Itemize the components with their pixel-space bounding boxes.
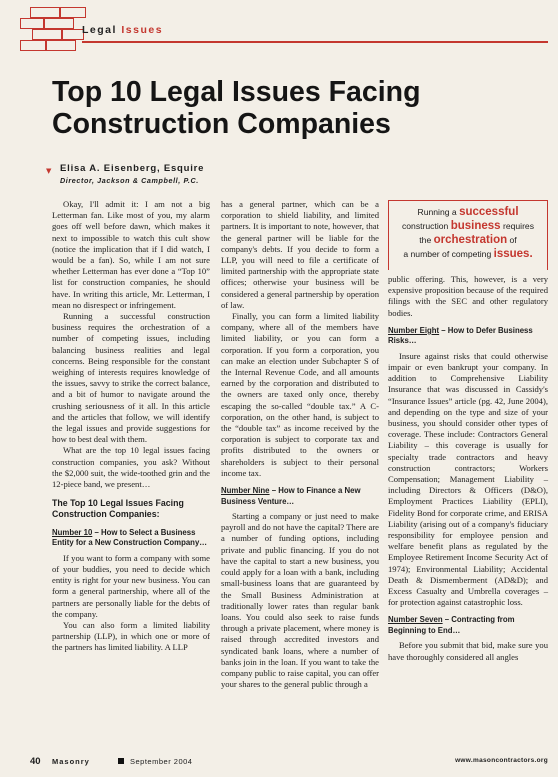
pull-quote-emphasis: business [450, 220, 501, 232]
pull-quote-line [389, 233, 547, 247]
subheading-text: – How to Finance a New Business Venture… [221, 486, 361, 506]
author-title: Director, Jackson & Campbell, P.C. [60, 176, 199, 185]
subheading-number-10 [52, 528, 210, 549]
subheading-number: Number Seven [388, 615, 443, 625]
column-1 [52, 199, 210, 654]
section-label-suffix: Issues [121, 24, 164, 36]
section-label-prefix: Legal [82, 24, 117, 36]
subheading-text: – How to Defer Business Risks… [388, 325, 533, 346]
subheading-number-nine [221, 486, 379, 507]
subheading-text: – How to Select a Business Entity for a New Construction Company… [52, 527, 208, 548]
article-title-line2: Construction Companies [52, 108, 391, 140]
column-3 [388, 274, 548, 663]
paragraph: Running a successful construction business requires the orchestration of a number of competing issues, including balancing business realities and legal concerns. Being responsible for the constant weighing of interests requires knowledge of the issues, savvy to strike the correct balance, and a bit of humor to navigate around the crushing seriousness of it all. In this article and the articles that follow, we will identify the legal issues and provide suggestions for how to best deal with them. [52, 311, 210, 445]
pull-quote-line [389, 247, 547, 261]
paragraph: Starting a company or just need to make payroll and do not have the capital? There are a number of funding options, including private and public financing. If you do not have the capital to start a new business, you could apply for a loan with a bank, including small-business loans that are guaranteed by the Small Business Administration at traditionally lower rates than regular bank loans. You could also seek to raise funds through a private placement, where money is raised through accredited investors and syndicated bank loans, where a number of banks join in the loan. If you want to take the company public to raise capital, you can offer your shares to the general public through a [221, 511, 379, 690]
subheading-text: – Contracting from Beginning to End… [388, 615, 515, 635]
pull-quote-emphasis: orchestration [433, 234, 508, 246]
brick-logo-icon [20, 7, 84, 51]
pull-quote-text: of [507, 235, 517, 245]
pull-quote-emphasis: successful [459, 206, 519, 218]
pull-quote-text: construction [401, 221, 451, 231]
issue-date: September 2004 [130, 757, 193, 766]
pull-quote-text: Running a [417, 207, 460, 217]
article-title [52, 76, 522, 140]
pull-quote-line [389, 219, 547, 233]
section-divider [82, 41, 548, 43]
author-name: Elisa A. Eisenberg, Esquire [60, 163, 205, 174]
subheading: The Top 10 Legal Issues Facing Construction Companies: [52, 498, 184, 520]
section-label [82, 24, 544, 40]
article-title-line1: Top 10 Legal Issues Facing [52, 76, 421, 108]
paragraph: Okay, I'll admit it: I am not a big Letterman fan. Like most of you, my alarm goes off well before dawn, which makes it next to impossible to watch this cult show (notice the implication that if I did watch, I would be a fan). So, while I am not sure whether Letterman has ever done a “Top 10” list for construction companies, he should have. In writing this article, Mr. Letterman, I mean no disrespect or infringement. [52, 199, 210, 310]
subheading-number: Number Eight [388, 325, 440, 335]
paragraph: has a general partner, which can be a corporation to shield liability, and limited partners. It is important to note, however, that the general partner will be liable for the company's debts. If you decide to form a LLP, you will need to file a certificate of limited partnership with the appropriate state offices; otherwise your business will be considered a general partnership by operation of law. [221, 199, 379, 310]
page-number: 40 [30, 756, 41, 767]
website-url: www.masoncontractors.org [455, 757, 548, 764]
subheading-number-eight [388, 326, 548, 347]
pull-quote-text: requires [500, 221, 535, 231]
paragraph: Finally, you can form a limited liability company, where all of the members have limited liability, or you can form a corporation. If you form a corporation, you can make an election under Subchapter S of the Internal Revenue Code, and all amounts earned by the corporation and distributed to the owners are taxed only once, thereby escaping the so-called “double tax.” A C-corporation, on the other hand, is subject to the “double tax” as income received by the corporation is subject to corporate tax and profits distributed to the owners or shareholders is subject to their personal income tax. [221, 311, 379, 478]
subheading-number: Number 10 [52, 527, 93, 537]
pull-quote [388, 200, 548, 270]
paragraph: What are the top 10 legal issues facing construction companies, you ask? Without the $2,000 suit, the wide-toothed grin and the 12-piece band, we present… [52, 445, 210, 490]
pull-quote-text: a number of competing [403, 249, 494, 259]
subheading-number: Number Nine [221, 486, 270, 496]
pull-quote-text: the [419, 235, 434, 245]
paragraph: Insure against risks that could otherwise impair or even bankrupt your company. In addition to Comprehensive Liability Insurance that was discussed in Cassidy's “Insurance Issues” article (pg. 42, June 2004), and depending on the type and size of your business, you should consider other types of coverage. These include: Contractors General Liability – this coverage is usually for specialty trade contractors and heavy construction contractors; Workers Compensation; Management Liability – including Directors & Officers (D&O), Employment Practices Liability (EPLI), Fidelity Bond for corporate crime, and ERISA Liability (arising out of a company's fiduciary responsibility for employee pension and welfare benefit plans as regulated by the Employee Retirement Income Security Act of 1974); Environmental Liability; Accidental Death & Dismemberment (AD&D); and Excess Casualty and Umbrella coverages – for protection against catastrophic loss. [388, 350, 548, 608]
pull-quote-line [389, 205, 547, 219]
byline-arrow-icon: ▼ [46, 167, 52, 175]
column-2 [221, 199, 379, 690]
page-footer [0, 756, 558, 770]
subheading-number-seven [388, 615, 548, 636]
paragraph: If you want to form a company with some of your buddies, you need to decide which entity is right for your new business. You can form a general partnership, where all of the partners are personally liable for the debts of the company. [52, 552, 210, 619]
paragraph: Before you submit that bid, make sure you have thoroughly considered all angles [388, 640, 548, 662]
square-bullet-icon [118, 758, 124, 764]
magazine-name: Masonry [52, 757, 90, 766]
pull-quote-emphasis: issues. [493, 248, 533, 260]
paragraph: public offering. This, however, is a very expensive proposition because of the required filings with the SEC and other regulatory bodies. [388, 274, 548, 318]
paragraph: You can also form a limited liability partnership (LLP), in which one or more of the partners has limited liability. A LLP [52, 619, 210, 653]
